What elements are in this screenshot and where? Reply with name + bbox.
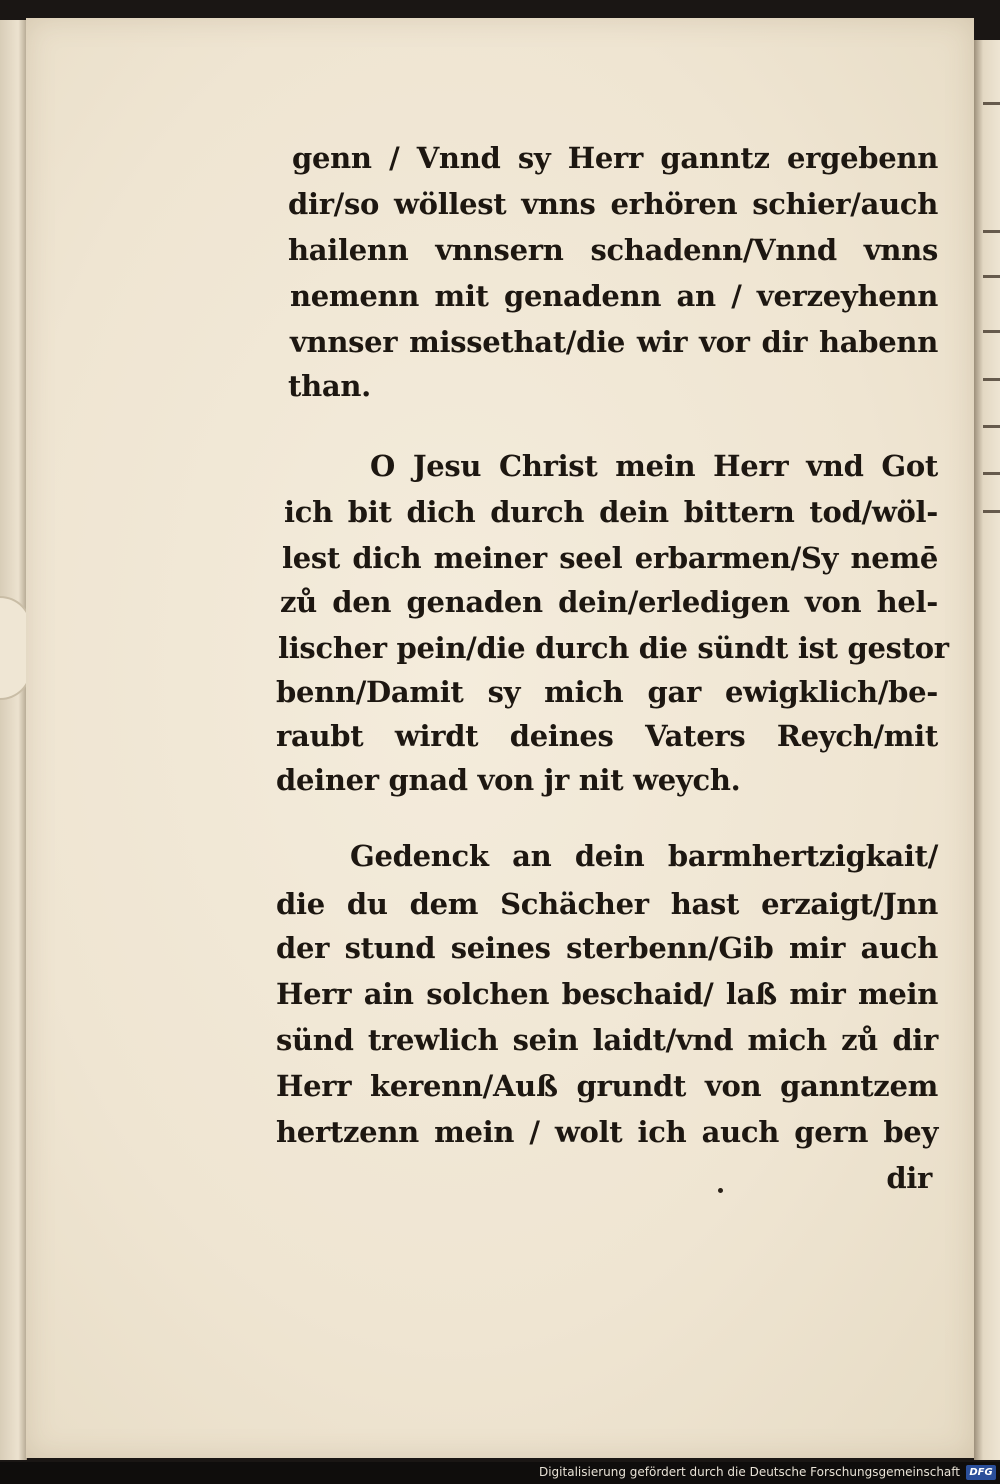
text-line: sünd trewlich sein laidt/vnd mich zů dir bbox=[276, 1023, 938, 1057]
text-line: O Jesu Christ mein Herr vnd Got bbox=[370, 449, 938, 483]
dfg-logo-icon: DFG bbox=[966, 1465, 996, 1480]
text-line: dir/so wöllest vnns erhören schier/auch bbox=[288, 187, 938, 221]
text-line: hailenn vnnsern schadenn/Vnnd vnns bbox=[288, 233, 938, 267]
text-line: raubt wirdt deines Vaters Reych/mit bbox=[276, 719, 938, 753]
text-line: Gedenck an dein barmhertzigkait/ bbox=[350, 839, 938, 873]
text-line: genn / Vnnd sy Herr ganntz ergebenn bbox=[292, 141, 938, 175]
footer-credit: Digitalisierung gefördert durch die Deutsche Forschungsgemeinschaft bbox=[538, 1465, 960, 1479]
text-line: lest dich meiner seel erbarmen/Sy nemē bbox=[282, 541, 938, 575]
text-line: der stund seines sterbenn/Gib mir auch bbox=[276, 931, 938, 965]
text-line: Herr ain solchen beschaid/ laß mir mein bbox=[276, 977, 938, 1011]
text-line: lischer pein/die durch die sündt ist gestor bbox=[278, 631, 949, 665]
text-line: hertzenn mein / wolt ich auch gern bey bbox=[276, 1115, 938, 1149]
left-page-edge bbox=[0, 20, 27, 1460]
text-line: zů den genaden dein/erledigen von hel- bbox=[280, 585, 938, 619]
facing-page-edge bbox=[974, 40, 1000, 1460]
text-line: vnnser missethat/die wir vor dir habenn bbox=[290, 325, 938, 359]
text-line: benn/Damit sy mich gar ewigklich/be- bbox=[276, 675, 938, 709]
text-line: deiner gnad von jr nit weych. bbox=[276, 763, 741, 797]
ink-spot bbox=[718, 1188, 723, 1193]
text-line: die du dem Schächer hast erzaigt/Jnn bbox=[276, 887, 938, 921]
catchword: dir bbox=[886, 1161, 932, 1195]
text-line: ich bit dich durch dein bittern tod/wöl- bbox=[284, 495, 938, 529]
text-line: Herr kerenn/Auß grundt von ganntzem bbox=[276, 1069, 938, 1103]
page-text bbox=[276, 128, 949, 1208]
text-line: than. bbox=[288, 369, 371, 403]
text-line: nemenn mit genadenn an / verzeyhenn bbox=[290, 279, 938, 313]
footer-bar bbox=[0, 1462, 1000, 1484]
